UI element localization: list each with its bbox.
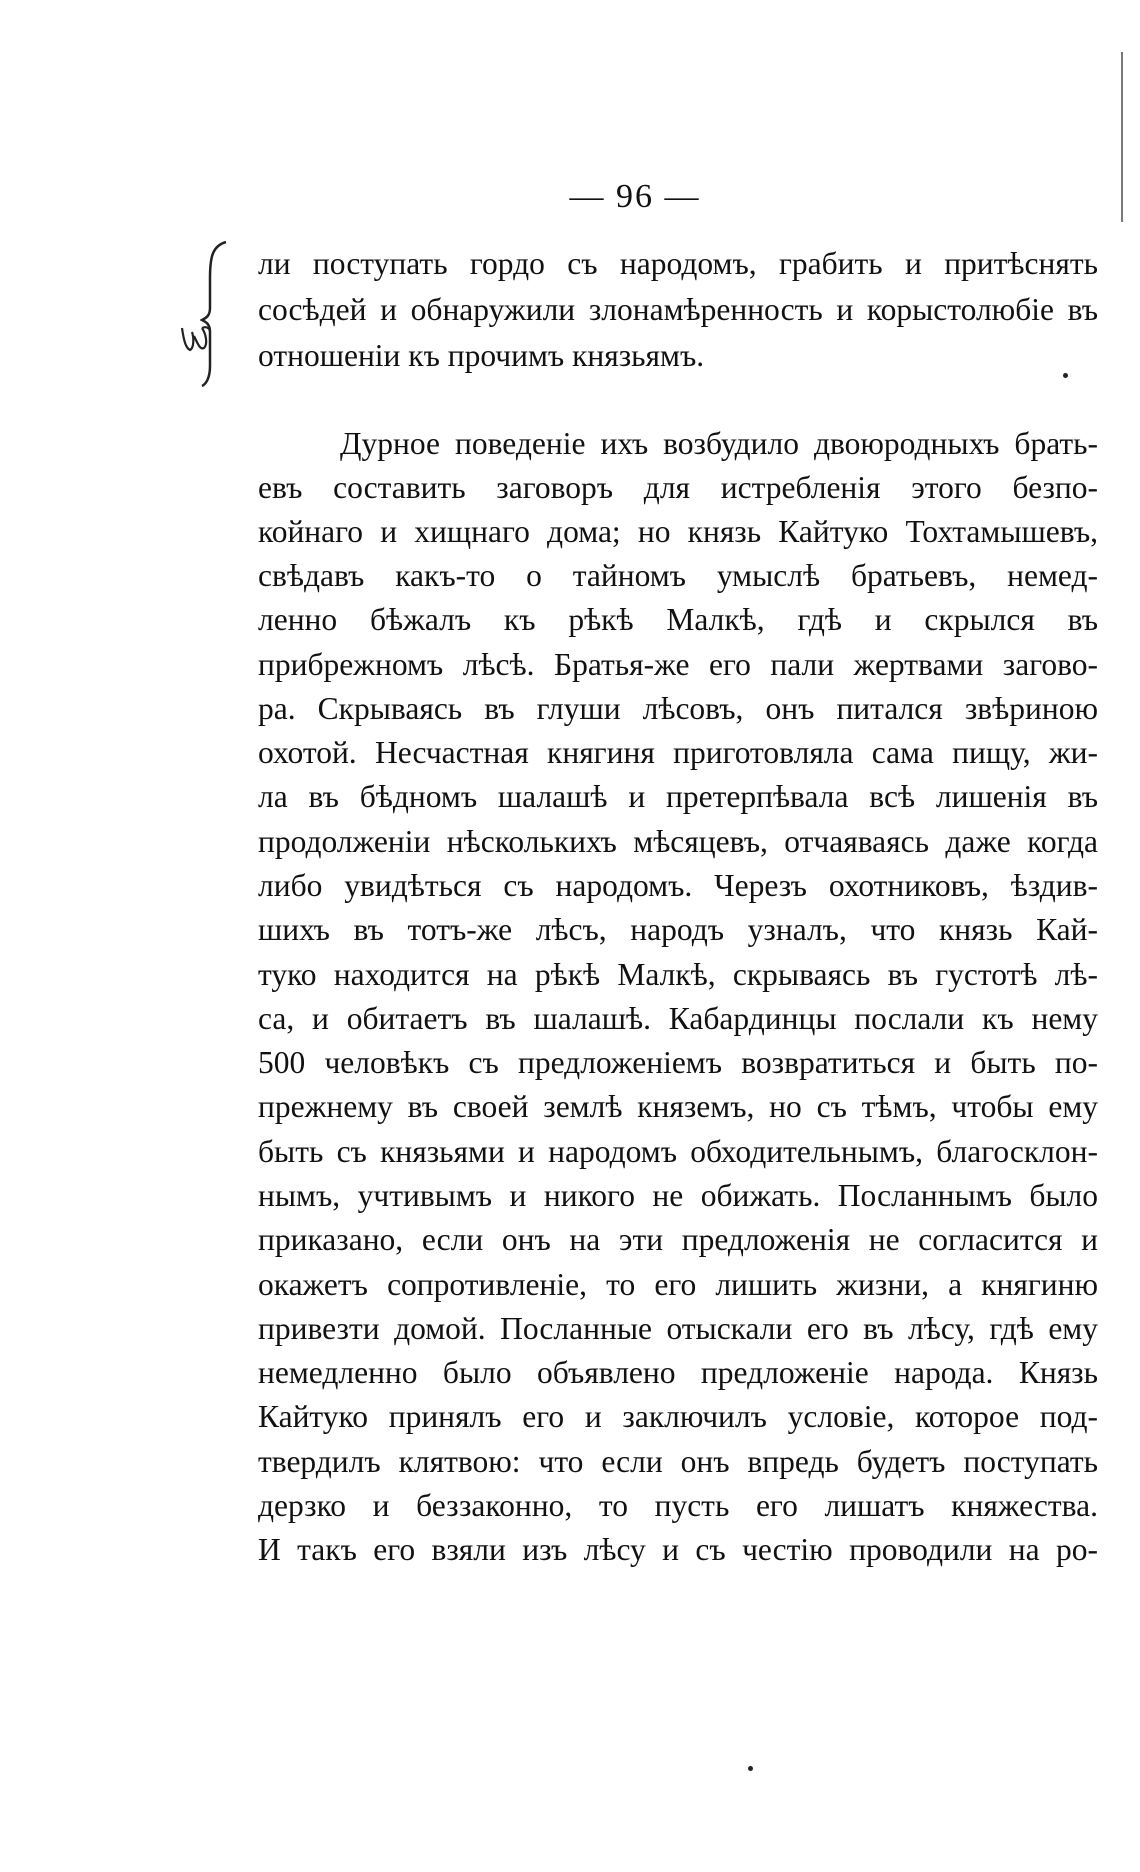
stray-ink-mark — [1063, 373, 1068, 378]
text-line: сосѣдей и обнаружили злонамѣренность и корыстолюбіе въ — [258, 292, 1098, 327]
text-line: койнаго и хищнаго дома; но князь Кайтуко Тохтамышевъ, — [258, 514, 1098, 549]
text-line: быть съ князьями и народомъ обходительнымъ, благосклон- — [258, 1134, 1098, 1169]
text-line: охотой. Несчастная княгиня приготовляла сама пищу, жи- — [258, 735, 1098, 770]
text-line: 500 человѣкъ съ предложеніемъ возвратиться и быть по- — [258, 1045, 1098, 1080]
text-line: окажетъ сопротивленіе, то его лишить жизни, а княгиню — [258, 1267, 1098, 1302]
page-number: — 96 — — [569, 178, 701, 215]
text-line: прежнему въ своей землѣ княземъ, но съ тѣмъ, чтобы ему — [258, 1089, 1098, 1124]
text-line: отношеніи къ прочимъ князьямъ. — [258, 338, 705, 373]
text-line: туко находится на рѣкѣ Малкѣ, скрываясь въ густотѣ лѣ- — [258, 957, 1098, 992]
text-line: Дурное поведеніе ихъ возбудило двоюродныхъ брать- — [340, 426, 1098, 461]
text-line: шихъ въ тотъ-же лѣсъ, народъ узналъ, что князь Кай- — [258, 912, 1098, 947]
text-line: немедленно было объявлено предложеніе народа. Князь — [258, 1355, 1098, 1390]
text-line: продолженіи нѣсколькихъ мѣсяцевъ, отчаяваясь даже когда — [258, 824, 1098, 859]
text-line: твердилъ клятвою: что если онъ впредь будетъ поступать — [258, 1444, 1098, 1479]
text-line: евъ составить заговоръ для истребленія этого безпо- — [258, 470, 1098, 505]
text-line: И такъ его взяли изъ лѣсу и съ честію проводили на ро- — [258, 1532, 1098, 1567]
text-line: приказано, если онъ на эти предложенія не согласится и — [258, 1222, 1098, 1257]
text-line: свѣдавъ какъ-то о тайномъ умыслѣ братьевъ, немед- — [258, 558, 1098, 593]
text-line: са, и обитаетъ въ шалашѣ. Кабардинцы послали къ нему — [258, 1001, 1098, 1036]
text-line: либо увидѣться съ народомъ. Черезъ охотниковъ, ѣздив- — [258, 868, 1098, 903]
text-line: ла въ бѣдномъ шалашѣ и претерпѣвала всѣ лишенія въ — [258, 779, 1098, 814]
margin-brace-mark — [200, 238, 230, 388]
text-line: прибрежномъ лѣсѣ. Братья-же его пали жертвами загово- — [258, 647, 1098, 682]
text-line: дерзко и беззаконно, то пусть его лишатъ княжества. — [258, 1488, 1098, 1523]
text-line: Кайтуко принялъ его и заключилъ условіе, которое под- — [258, 1399, 1098, 1434]
text-line: ра. Скрываясь въ глуши лѣсовъ, онъ питался звѣриною — [258, 691, 1098, 726]
text-line: привезти домой. Посланные отыскали его въ лѣсу, гдѣ ему — [258, 1311, 1098, 1346]
text-line: нымъ, учтивымъ и никого не обижать. Посланнымъ было — [258, 1178, 1098, 1213]
handwritten-margin-note — [176, 318, 216, 362]
stray-ink-mark — [748, 1766, 753, 1771]
text-line: ли поступать гордо съ народомъ, грабить и притѣснять — [258, 246, 1098, 281]
text-line: ленно бѣжалъ къ рѣкѣ Малкѣ, гдѣ и скрылся въ — [258, 602, 1098, 637]
